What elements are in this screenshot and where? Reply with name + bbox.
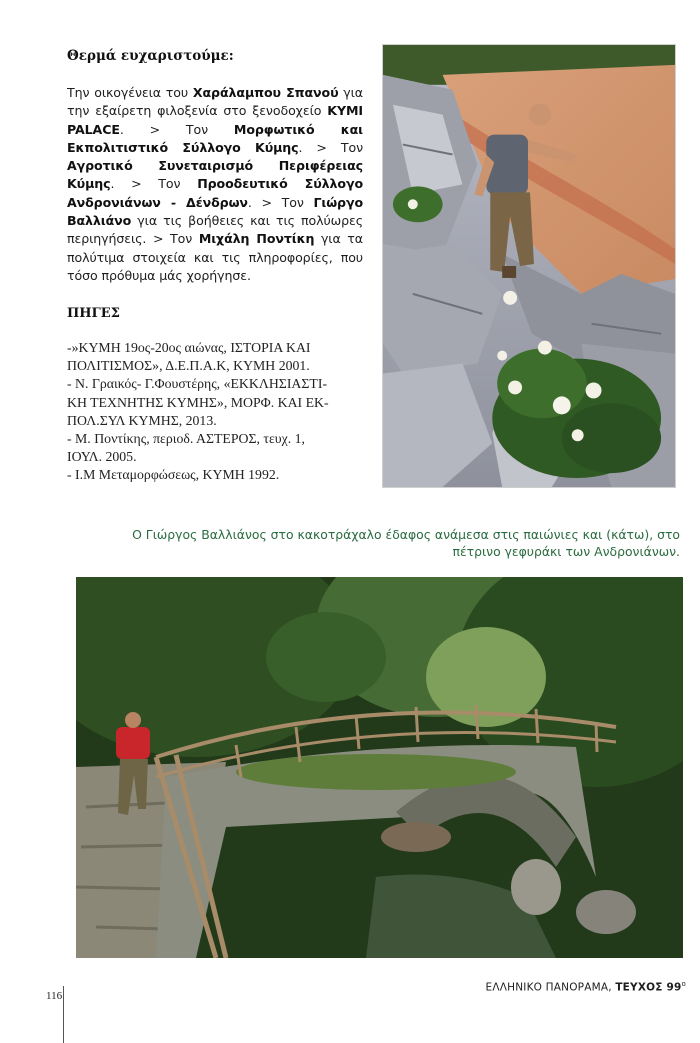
- thanks-name-vallianos: Γιώργο Βαλλιάνο: [67, 194, 363, 229]
- thanks-progressive-club: Προοδευτικό Σύλλογο Ανδρονιάνων - Δένδρων: [67, 176, 364, 210]
- thanks-name-pontikis: Μιχάλη Ποντίκη: [198, 231, 315, 247]
- thanks-text: Την οικογένεια του: [67, 85, 193, 100]
- photo-caption: [100, 526, 680, 560]
- sources-list: [67, 339, 367, 485]
- footer-magazine-title: [486, 980, 686, 994]
- thanks-text: . > Τον: [119, 121, 234, 137]
- thanks-text: . > Τον: [298, 139, 363, 155]
- thanks-hotel: ΚΥΜΙ PALACE: [67, 103, 363, 137]
- source-line: ΙΟΥΛ. 2005.: [67, 449, 137, 465]
- photo-stone-bridge: [76, 577, 683, 958]
- footer-issue: ΤΕΥΧΟΣ 99: [615, 981, 682, 994]
- source-line: - Μ. Ποντίκης, περιοδ. ΑΣΤΕΡΟΣ, τευχ. 1,: [67, 431, 305, 447]
- photo-rocky-peonies-image: [383, 45, 675, 487]
- page-number-divider: [63, 986, 64, 1043]
- thanks-paragraph: [67, 84, 363, 285]
- source-line: -»ΚΥΜΗ 19ος-20ος αιώνας, ΙΣΤΟΡΙΑ ΚΑΙ: [67, 340, 311, 355]
- sources-heading: ΠΗΓΕΣ: [67, 306, 120, 321]
- source-line: ΠΟΛΙΤΙΣΜΟΣ», Δ.Ε.Π.Α.Κ, ΚΥΜΗ 2001.: [67, 358, 310, 374]
- photo-stone-bridge-image: [76, 577, 683, 958]
- thanks-cultural-club: Μορφωτικό και Εκπολιτιστικό Σύλλογο Κύμης: [67, 121, 363, 155]
- source-line: ΠΟΛ.ΣΥΛ ΚΥΜΗΣ, 2013.: [67, 412, 217, 428]
- source-line: - Ι.Μ Μεταμορφώσεως, ΚΥΜΗ 1992.: [67, 467, 280, 483]
- caption-line: πέτρινο γεφυράκι των Ανδρονιάνων.: [452, 544, 680, 559]
- thanks-text: για την εξαίρετη φιλοξενία στο ξενοδοχείο: [67, 85, 364, 119]
- thanks-text: . > Τον: [247, 194, 314, 210]
- thanks-heading: Θερμά ευχαριστούμε:: [67, 48, 234, 64]
- photo-rocky-peonies: [382, 44, 676, 488]
- source-line: ΚΗ ΤΕΧΝΗΤΗΣ ΚΥΜΗΣ», ΜΟΡΦ. ΚΑΙ ΕΚ-: [67, 394, 329, 410]
- thanks-text: για τα πολύτιμα στοιχεία και τις πληροφορίες, που τόσο πρόθυμα μάς χορήγησε.: [67, 231, 363, 283]
- thanks-text: για τις βοήθειες και τις πολύωρες περιηγήσεις. > Τον: [67, 213, 363, 247]
- thanks-name-spanos: Χαράλαμπου Σπανού: [192, 85, 339, 100]
- page-number: 116: [46, 990, 63, 1002]
- source-line: - Ν. Γραικός- Γ.Φουστέρης, «ΕΚΚΛΗΣΙΑΣΤΙ-: [67, 376, 328, 392]
- thanks-text: . > Τον: [110, 176, 198, 192]
- footer-magazine-name: ΕΛΛΗΝΙΚΟ ΠΑΝΟΡΑΜΑ,: [485, 981, 616, 994]
- thanks-agri-coop: Αγροτικό Συνεταιρισμό Περιφέρειας Κύμης: [67, 158, 363, 192]
- caption-line: Ο Γιώργος Βαλλιάνος στο κακοτράχαλο έδαφος ανάμεσα στις παιώνιες και (κάτω), στο: [132, 527, 680, 542]
- footer-issue-suffix: ο: [681, 980, 686, 988]
